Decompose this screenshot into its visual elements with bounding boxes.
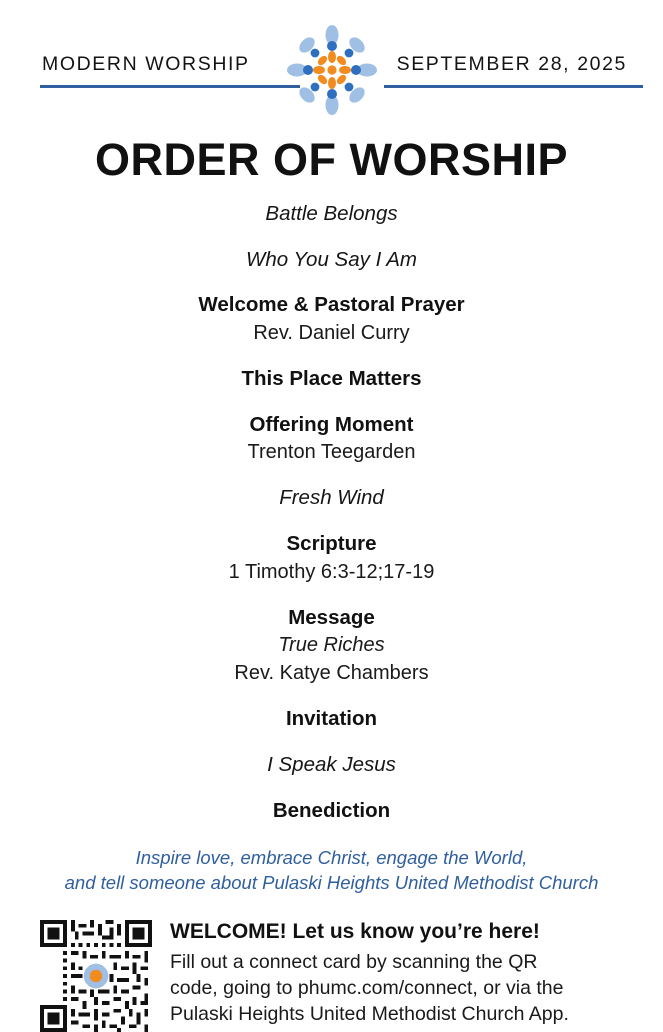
section-heading: Offering Moment: [249, 412, 414, 436]
connect-line-1: Fill out a connect card by scanning the QR: [170, 951, 538, 974]
qr-code-icon[interactable]: [40, 920, 152, 1032]
page-title: ORDER OF WORSHIP: [94, 134, 568, 185]
order-item: [20, 484, 643, 512]
connect-line-3: Pulaski Heights United Methodist Church App.: [170, 1002, 569, 1025]
service-type-label: MODERN WORSHIP: [42, 52, 250, 75]
order-item: [20, 246, 643, 274]
section-heading: Invitation: [285, 707, 378, 731]
order-item: [20, 530, 643, 586]
order-item: [20, 365, 643, 393]
order-item: [20, 200, 643, 228]
connect-line-2: code, going to phumc.com/connect, or via the: [170, 977, 564, 1000]
order-of-worship-list: [20, 200, 643, 824]
section-heading: Scripture: [286, 532, 377, 556]
header-right: [384, 53, 644, 88]
song-title: Fresh Wind: [279, 486, 384, 510]
order-item: [20, 705, 643, 733]
order-item: [20, 751, 643, 779]
header: [20, 0, 643, 118]
order-item: [20, 797, 643, 825]
connect-instructions: [170, 950, 629, 1027]
mission-tagline: [20, 846, 643, 896]
section-heading: Welcome & Pastoral Prayer: [198, 293, 465, 317]
order-item: [20, 604, 643, 688]
order-item: [20, 291, 643, 347]
welcome-heading: WELCOME! Let us know you’re here!: [170, 920, 540, 944]
section-heading: Message: [288, 605, 375, 629]
song-title: Who You Say I Am: [246, 247, 417, 271]
connect-text-block: [170, 920, 629, 1027]
header-rule-right: [384, 85, 644, 88]
section-subtitle: Rev. Daniel Curry: [253, 322, 410, 345]
message-speaker: Rev. Katye Chambers: [234, 662, 429, 685]
header-left: [20, 53, 280, 88]
connect-footer: [20, 920, 643, 1032]
header-rule-left: [40, 85, 300, 88]
service-date-label: SEPTEMBER 28, 2025: [396, 52, 627, 75]
song-title: Battle Belongs: [265, 202, 398, 225]
flower-burst-logo-icon: [284, 22, 380, 118]
scripture-reference: 1 Timothy 6:3-12;17-19: [228, 560, 435, 583]
message-title: True Riches: [278, 634, 385, 657]
section-heading: Benediction: [272, 798, 391, 822]
tagline-line-2: and tell someone about Pulaski Heights United Methodist Church: [64, 872, 599, 894]
section-heading: This Place Matters: [241, 367, 422, 391]
tagline-line-1: Inspire love, embrace Christ, engage the World,: [135, 847, 528, 869]
order-item: [20, 411, 643, 467]
song-title: I Speak Jesus: [267, 753, 396, 777]
section-subtitle: Trenton Teegarden: [247, 441, 416, 464]
